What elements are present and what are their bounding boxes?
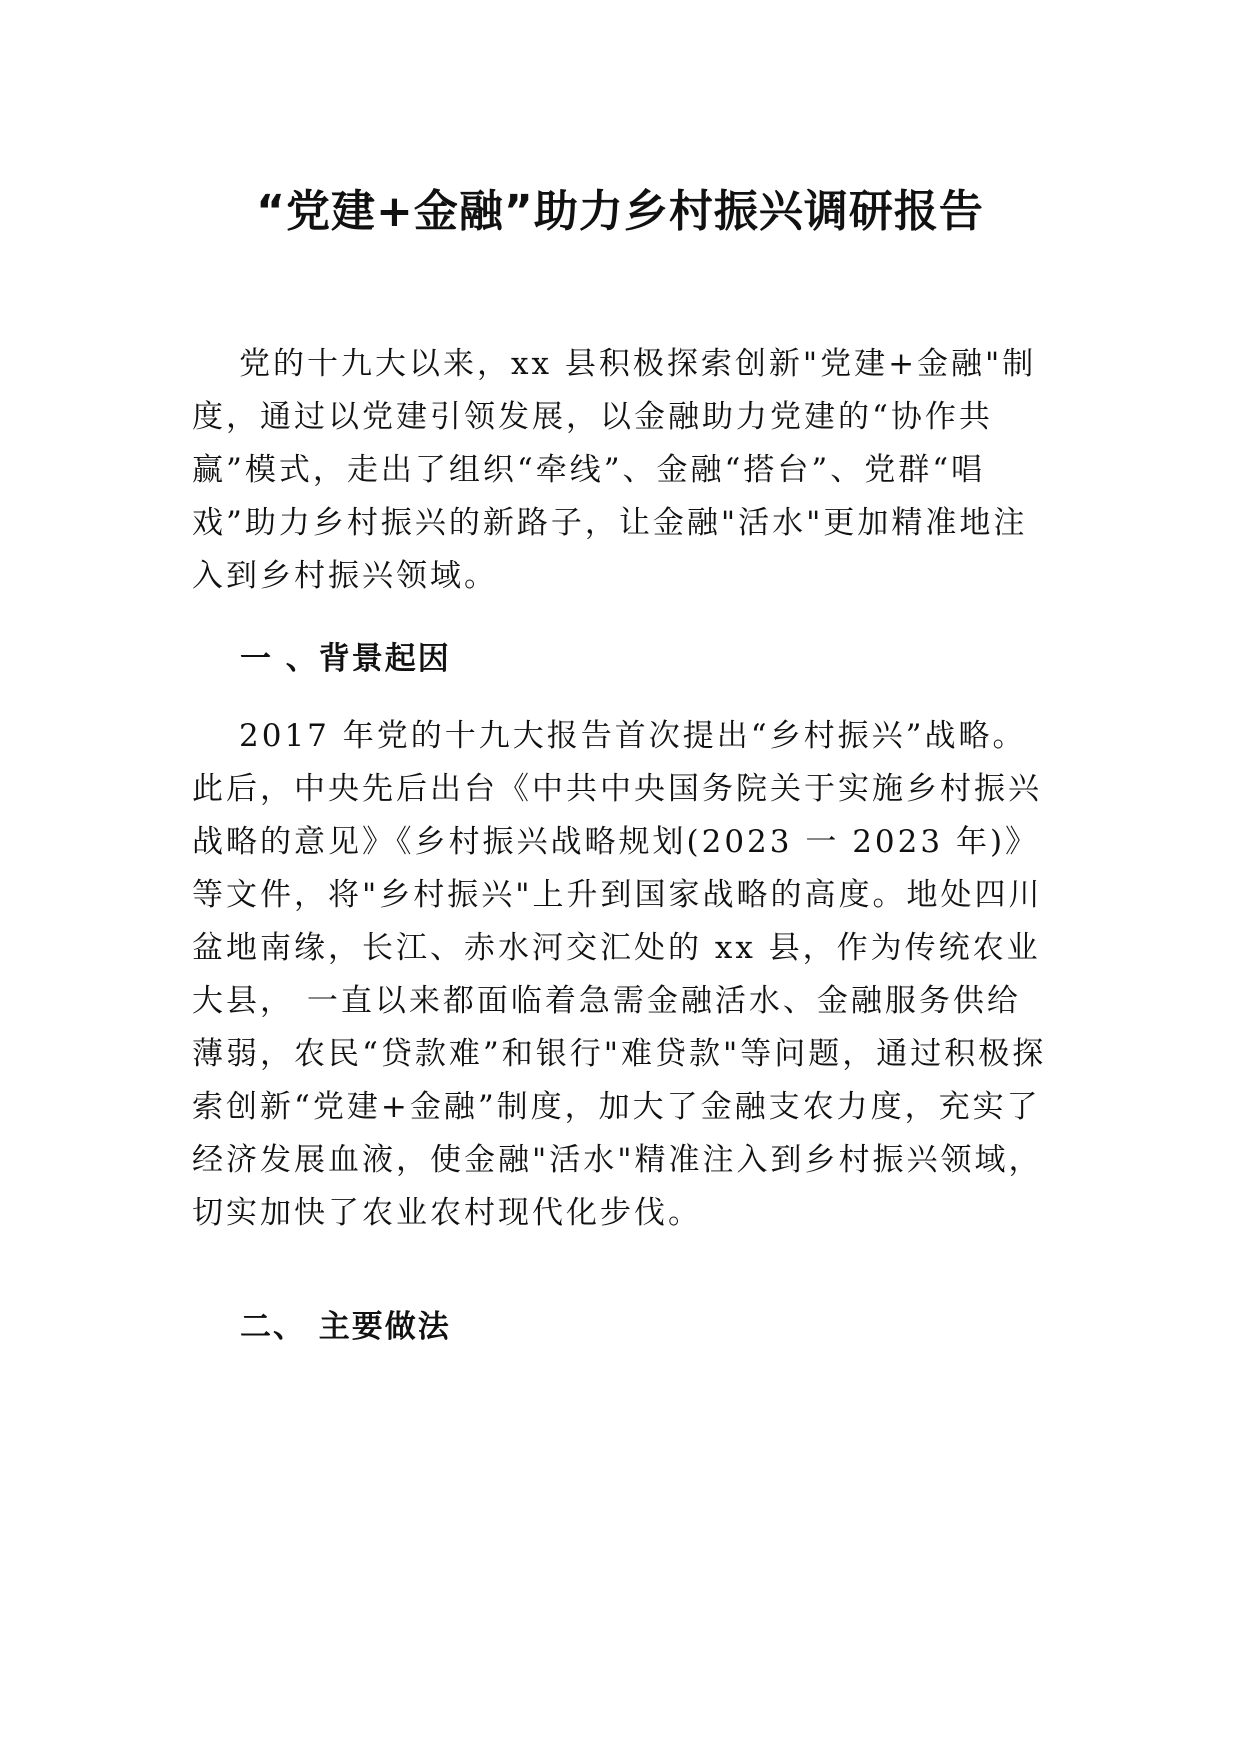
section-heading-main-practices: 二、 主要做法 [240,1309,451,1345]
background-paragraph: 2017 年党的十九大报告首次提出“乡村振兴”战略。此后，中央先后出台《中共中央国务院关于实施乡村振兴战略的意见》《乡村振兴战略规划(2023 一 2023 年)》等文件，将"乡村振兴"上升到国家战略的高度。地处四川盆地南缘，长江、赤水河交汇处的 xx 县，作为传统农业大县， 一直以来都面临着急需金融活水、金融服务供给薄弱，农民“贷款难”和银行"难贷款"等问题，通过积极探索创新“党建+金融”制度，加大了金融支农力度，充实了经济发展血液，使金融"活水"精准注入到乡村振兴领域，切实加快了农业农村现代化步伐。 [192,718,1047,1231]
document-title: “党建+金融”助力乡村振兴调研报告 [256,186,984,237]
section-heading-background: 一 、背景起因 [240,641,451,677]
intro-paragraph: 党的十九大以来，xx 县积极探索创新"党建+金融"制度，通过以党建引领发展，以金融助力党建的“协作共赢”模式，走出了组织“牵线”、金融“搭台”、党群“唱戏”助力乡村振兴的新路子，让金融"活水"更加精准地注入到乡村振兴领域。 [192,346,1037,594]
